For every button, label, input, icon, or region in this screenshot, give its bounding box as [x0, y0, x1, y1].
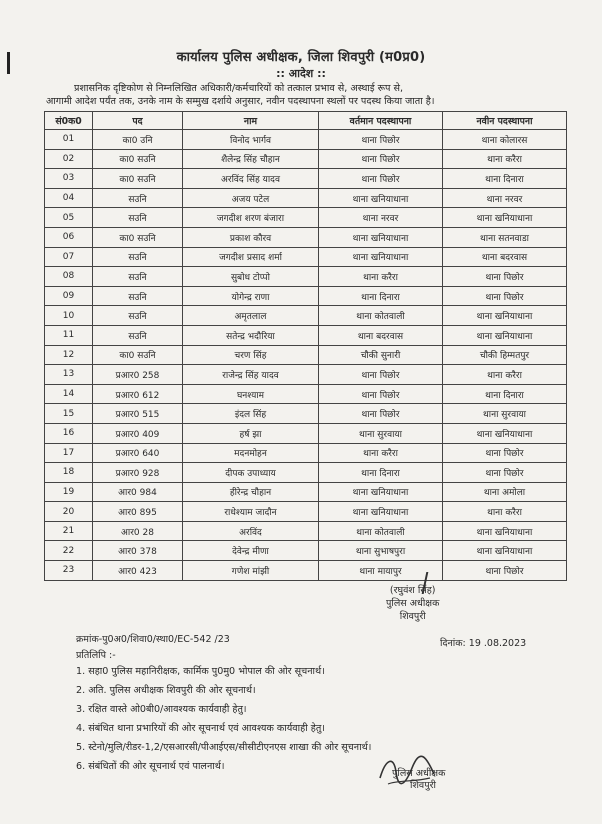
cell-current-posting: थाना दिनारा [319, 286, 443, 306]
cell-rank: प्रआर0 258 [93, 365, 183, 385]
cell-rank: प्रआर0 612 [93, 384, 183, 404]
cell-rank: का0 सउनि [93, 345, 183, 365]
col-header-new-posting: नवीन पदस्थापना [443, 112, 567, 130]
cell-new-posting: थाना अमोला [443, 482, 567, 502]
cell-current-posting: थाना नरवर [319, 208, 443, 228]
cell-current-posting: थाना खनियाधाना [319, 188, 443, 208]
cell-name: विनोद भार्गव [183, 130, 319, 150]
cell-name: देवेन्द्र मीणा [183, 541, 319, 561]
cell-serial: 23 [45, 561, 93, 581]
cell-rank: सउनि [93, 306, 183, 326]
cell-rank: का0 सउनि [93, 149, 183, 169]
cell-new-posting: थाना खनियाधाना [443, 306, 567, 326]
cell-current-posting: थाना सुभाषपुरा [319, 541, 443, 561]
cell-current-posting: थाना पिछोर [319, 169, 443, 189]
cell-serial: 05 [45, 208, 93, 228]
table-row [45, 325, 567, 345]
cell-current-posting: चौकी सुनारी [319, 345, 443, 365]
cell-name: गणेश मांझी [183, 561, 319, 581]
table-row [45, 345, 567, 365]
cell-name: घनश्याम [183, 384, 319, 404]
cell-new-posting: थाना करैरा [443, 502, 567, 522]
table-row [45, 286, 567, 306]
cell-rank: सउनि [93, 325, 183, 345]
cell-current-posting: थाना करैरा [319, 267, 443, 287]
cell-rank: सउनि [93, 208, 183, 228]
cell-rank: सउनि [93, 286, 183, 306]
signatory-designation: पुलिस अधीक्षक [386, 598, 440, 609]
col-header-rank: पद [93, 112, 183, 130]
table-row [45, 561, 567, 581]
cell-rank: आर0 984 [93, 482, 183, 502]
cell-new-posting: थाना खनियाधाना [443, 325, 567, 345]
cell-rank: आर0 895 [93, 502, 183, 522]
cell-current-posting: थाना बदरवास [319, 325, 443, 345]
cell-current-posting: थाना खनियाधाना [319, 482, 443, 502]
signature-block-2 [392, 768, 445, 792]
date-value: 19 .08.2023 [468, 638, 527, 649]
copy-item: 5. स्टेनो/मुलि/रीडर-1,2/एसआरसी/पीआईएस/सीसीटीएनएस शाखा की ओर सूचनार्थ। [76, 742, 372, 753]
cell-name: सुबोध टोप्पो [183, 267, 319, 287]
cell-new-posting: थाना नरवर [443, 188, 567, 208]
cell-new-posting: थाना पिछोर [443, 463, 567, 483]
cell-serial: 10 [45, 306, 93, 326]
cell-current-posting: थाना पिछोर [319, 149, 443, 169]
cell-name: राजेन्द्र सिंह यादव [183, 365, 319, 385]
cell-new-posting: थाना सतनवाडा [443, 227, 567, 247]
cell-new-posting: थाना पिछोर [443, 443, 567, 463]
signatory-name: (रघुवंश सिंह) [389, 585, 436, 596]
cell-current-posting: थाना सुरवाया [319, 423, 443, 443]
cell-name: जगदीश शरण बंजारा [183, 208, 319, 228]
cell-rank: सउनि [93, 247, 183, 267]
cell-rank: का0 उनि [93, 130, 183, 150]
cell-serial: 08 [45, 267, 93, 287]
copy-list [76, 662, 371, 776]
cell-name: दीपक उपाध्याय [183, 463, 319, 483]
cell-current-posting: थाना कोतवाली [319, 306, 443, 326]
cell-rank: सउनि [93, 267, 183, 287]
cell-serial: 02 [45, 149, 93, 169]
cell-serial: 21 [45, 521, 93, 541]
cell-new-posting: थाना दिनारा [443, 169, 567, 189]
table-row [45, 227, 567, 247]
cell-serial: 15 [45, 404, 93, 424]
transfer-table [44, 111, 567, 581]
copy-item: 6. संबंधितों की ओर सूचनार्थ एवं पालनार्थ। [76, 761, 225, 772]
cell-current-posting: थाना कोतवाली [319, 521, 443, 541]
cell-new-posting: थाना खनियाधाना [443, 208, 567, 228]
intro-line-2: आगामी आदेश पर्यंत तक, उनके नाम के सम्मुख दर्शाये अनुसार, नवीन पदस्थापना स्थलों पर पदस्थ किया जाता है। [46, 96, 435, 107]
cell-serial: 18 [45, 463, 93, 483]
table-row [45, 541, 567, 561]
cell-current-posting: थाना पिछोर [319, 404, 443, 424]
cell-rank: का0 सउनि [93, 227, 183, 247]
reference-date [440, 636, 526, 649]
cell-new-posting: थाना कोलारस [443, 130, 567, 150]
table-header-row [45, 112, 567, 130]
cell-rank: आर0 423 [93, 561, 183, 581]
cell-name: मदनमोहन [183, 443, 319, 463]
signature-block [386, 584, 439, 623]
cell-new-posting: थाना खनियाधाना [443, 541, 567, 561]
office-title: कार्यालय पुलिस अधीक्षक, जिला शिवपुरी (म0प्र0) [176, 50, 426, 65]
cell-current-posting: थाना पिछोर [319, 365, 443, 385]
cell-serial: 03 [45, 169, 93, 189]
cell-new-posting: थाना पिछोर [443, 267, 567, 287]
cell-name: इंदल सिंह [183, 404, 319, 424]
intro-line-1: प्रशासनिक दृष्टिकोण से निम्नलिखित अधिकारी/कर्मचारियों को तत्काल प्रभाव से, अस्थाई रूप से, [74, 83, 404, 94]
signatory-designation-2: पुलिस अधीक्षक [392, 768, 446, 779]
table-row [45, 521, 567, 541]
cell-current-posting: थाना खनियाधाना [319, 247, 443, 267]
cell-rank: प्रआर0 928 [93, 463, 183, 483]
table-row [45, 443, 567, 463]
cell-serial: 16 [45, 423, 93, 443]
cell-rank: आर0 28 [93, 521, 183, 541]
cell-name: अमृतलाल [183, 306, 319, 326]
cell-serial: 12 [45, 345, 93, 365]
signatory-place: शिवपुरी [399, 611, 426, 622]
table-row [45, 482, 567, 502]
signatory-place-2: शिवपुरी [410, 780, 436, 791]
cell-new-posting: थाना खनियाधाना [443, 423, 567, 443]
copy-item: 3. रक्षित वास्ते ओ0बी0/आवश्यक कार्यवाही हेतु। [76, 704, 247, 715]
cell-rank: प्रआर0 640 [93, 443, 183, 463]
order-heading: :: आदेश :: [276, 67, 326, 80]
table-row [45, 130, 567, 150]
table-row [45, 423, 567, 443]
cell-serial: 07 [45, 247, 93, 267]
table-row [45, 149, 567, 169]
cell-serial: 01 [45, 130, 93, 150]
cell-current-posting: थाना करैरा [319, 443, 443, 463]
cell-serial: 17 [45, 443, 93, 463]
cell-current-posting: थाना मायापुर [319, 561, 443, 581]
table-body [45, 130, 567, 581]
cell-serial: 14 [45, 384, 93, 404]
cell-name: चरण सिंह [183, 345, 319, 365]
copy-item: 1. सहा0 पुलिस महानिरीक्षक, कार्मिक पु0मु0 भोपाल की ओर सूचनार्थ। [76, 666, 325, 677]
cell-new-posting: थाना पिछोर [443, 561, 567, 581]
table-row [45, 208, 567, 228]
cell-rank: का0 सउनि [93, 169, 183, 189]
table-row [45, 169, 567, 189]
table-row [45, 502, 567, 522]
copy-label: प्रतिलिपि :- [76, 650, 116, 661]
table-row [45, 463, 567, 483]
date-label: दिनांक: [440, 638, 466, 649]
cell-current-posting: थाना खनियाधाना [319, 502, 443, 522]
col-header-name: नाम [183, 112, 319, 130]
cell-name: अरविंद [183, 521, 319, 541]
col-header-serial: सं0क0 [45, 112, 93, 130]
cell-serial: 06 [45, 227, 93, 247]
cell-serial: 04 [45, 188, 93, 208]
cell-name: अरविंद सिंह यादव [183, 169, 319, 189]
copy-item: 4. संबंधित थाना प्रभारियों की ओर सूचनार्थ एवं आवश्यक कार्यवाही हेतु। [76, 723, 325, 734]
table-row [45, 188, 567, 208]
cell-rank: प्रआर0 515 [93, 404, 183, 424]
cell-rank: आर0 378 [93, 541, 183, 561]
cell-name: जगदीश प्रसाद शर्मा [183, 247, 319, 267]
table-row [45, 365, 567, 385]
cell-current-posting: थाना पिछोर [319, 384, 443, 404]
col-header-current-posting: वर्तमान पदस्थापना [319, 112, 443, 130]
cell-current-posting: थाना पिछोर [319, 130, 443, 150]
cell-name: योगेन्द्र राणा [183, 286, 319, 306]
table-row [45, 384, 567, 404]
table-row [45, 247, 567, 267]
cell-serial: 22 [45, 541, 93, 561]
cell-rank: प्रआर0 409 [93, 423, 183, 443]
cell-name: अजय पटेल [183, 188, 319, 208]
cell-new-posting: थाना पिछोर [443, 286, 567, 306]
cell-new-posting: थाना दिनारा [443, 384, 567, 404]
table-row [45, 404, 567, 424]
cell-serial: 19 [45, 482, 93, 502]
order-intro [46, 82, 566, 108]
table-row [45, 306, 567, 326]
cell-serial: 13 [45, 365, 93, 385]
cell-current-posting: थाना दिनारा [319, 463, 443, 483]
cell-serial: 20 [45, 502, 93, 522]
cell-name: सतेन्द्र भदौरिया [183, 325, 319, 345]
cell-current-posting: थाना खनियाधाना [319, 227, 443, 247]
cell-new-posting: थाना करैरा [443, 149, 567, 169]
cell-new-posting: थाना करैरा [443, 365, 567, 385]
cell-serial: 11 [45, 325, 93, 345]
cell-new-posting: थाना खनियाधाना [443, 521, 567, 541]
cell-name: प्रकाश कौरव [183, 227, 319, 247]
cell-rank: सउनि [93, 188, 183, 208]
cell-serial: 09 [45, 286, 93, 306]
reference-number: क्रमांक-पु0अ0/शिवा0/स्था0/EC-542 /23 [76, 634, 230, 645]
cell-name: शैलेन्द्र सिंह चौहान [183, 149, 319, 169]
cell-new-posting: थाना सुरवाया [443, 404, 567, 424]
table-row [45, 267, 567, 287]
cell-new-posting: थाना बदरवास [443, 247, 567, 267]
cell-new-posting: चौकी हिम्मतपुर [443, 345, 567, 365]
cell-name: राधेश्याम जादौन [183, 502, 319, 522]
copy-item: 2. अति. पुलिस अधीक्षक शिवपुरी की ओर सूचनार्थ। [76, 685, 256, 696]
cell-name: हर्ष झा [183, 423, 319, 443]
cell-name: हीरेन्द्र चौहान [183, 482, 319, 502]
